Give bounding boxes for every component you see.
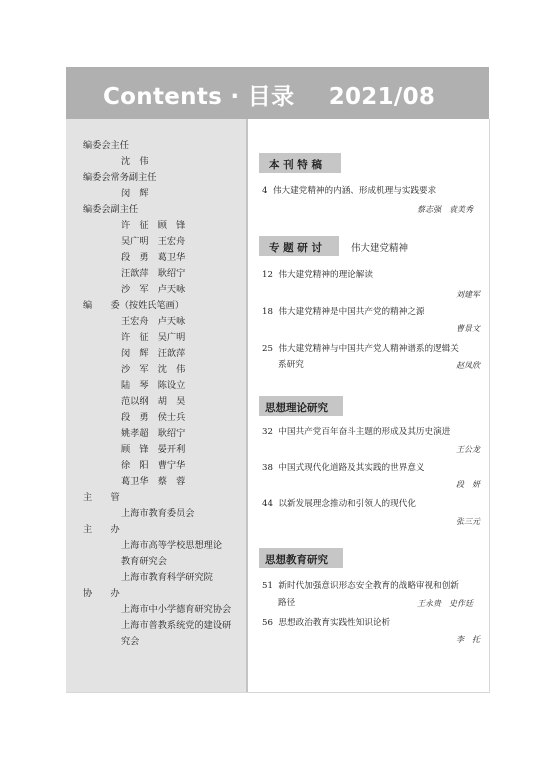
- article-page: 38: [262, 463, 273, 473]
- issue-number: 2021/08: [328, 84, 436, 110]
- deputy-names: 许 征 顾 锋: [121, 220, 186, 231]
- member-names: 葛卫华 蔡 蓉: [121, 476, 186, 487]
- section-header-feature: [259, 236, 339, 256]
- sponsor-name: 上海市教育委员会: [121, 508, 195, 519]
- director-label: 编委会主任: [83, 140, 129, 151]
- member-names: 王宏舟 卢天咏: [121, 316, 186, 327]
- page-border-bottom: [66, 692, 490, 693]
- article-entry[interactable]: [262, 345, 459, 354]
- article-author: 王永贵 史作廷: [417, 599, 473, 608]
- article-author: 王公龙: [456, 445, 480, 454]
- article-page: 32: [262, 427, 273, 437]
- article-page: 12: [262, 270, 273, 280]
- deputy-label: 编委会副主任: [83, 204, 139, 215]
- article-title: 中国共产党百年奋斗主题的形成及其历史演进: [278, 427, 451, 437]
- article-author: 赵凤欣: [456, 361, 480, 370]
- article-page: 44: [262, 499, 273, 509]
- member-names: 闵 辉 汪歆萍: [121, 348, 186, 359]
- member-names: 沙 军 沈 伟: [121, 364, 186, 375]
- member-names: 范以纲 胡 昊: [121, 396, 186, 407]
- article-entry[interactable]: [262, 271, 373, 280]
- article-title: 伟大建党精神与中国共产党人精神谱系的逻辑关: [278, 344, 459, 354]
- article-title: 中国式现代化道路及其实践的世界意义: [278, 463, 425, 473]
- article-title: 伟大建党精神的内涵、形成机理与实践要求: [272, 186, 437, 196]
- article-author: 李 托: [456, 635, 480, 644]
- article-title: 以新发展理念推动和引领人的现代化: [278, 499, 416, 509]
- member-names: 顾 锋 晏开利: [121, 444, 186, 455]
- deputy-names: 吴广明 王宏舟: [121, 236, 186, 247]
- article-entry[interactable]: [262, 187, 436, 196]
- article-title-continued: 路径: [278, 598, 296, 608]
- article-entry[interactable]: [262, 582, 459, 591]
- article-title: 新时代加强意识形态安全教育的战略审视和创新: [278, 581, 459, 591]
- section-subtitle: 伟大建党精神: [351, 243, 409, 254]
- section-title: 专 题 研 讨: [269, 242, 322, 254]
- article-author: 张三元: [456, 517, 480, 526]
- sponsor-label: 主 管: [83, 492, 120, 503]
- co-organizer-label: 协 办: [83, 588, 120, 599]
- article-author: 刘建军: [456, 290, 480, 299]
- section-title: 本 刊 特 稿: [269, 159, 322, 171]
- member-names: 段 勇 侯士兵: [121, 412, 186, 423]
- article-entry[interactable]: [262, 428, 450, 437]
- article-page: 56: [262, 618, 273, 628]
- member-names: 徐 阳 曹宁华: [121, 460, 186, 471]
- page-border-right: [489, 119, 490, 692]
- article-entry[interactable]: [262, 500, 416, 509]
- director-name: 沈 伟: [121, 156, 149, 167]
- deputy-names: 沙 军 卢天咏: [121, 284, 186, 295]
- exec-deputy-name: 闵 辉: [121, 188, 149, 199]
- column-divider: [246, 119, 248, 692]
- member-names: 许 征 吴广明: [121, 332, 186, 343]
- article-entry[interactable]: [262, 464, 425, 473]
- deputy-names: 段 勇 葛卫华: [121, 252, 186, 263]
- section-header-education: [259, 548, 343, 568]
- co-organizer-name: 上海市普教系统党的建设研: [121, 620, 232, 631]
- article-page: 51: [262, 581, 273, 591]
- organizer-label: 主 办: [83, 524, 120, 535]
- chinese-title: 目录: [247, 84, 295, 110]
- section-header-special: [259, 153, 341, 173]
- article-title: 伟大建党精神是中国共产党的精神之源: [278, 307, 425, 317]
- members-label: 编 委（按姓氏笔画）: [83, 300, 185, 311]
- co-organizer-name: 上海市中小学德育研究协会: [121, 604, 232, 615]
- contents-header: [103, 78, 435, 111]
- article-page: 4: [262, 186, 268, 196]
- section-title: 思想教育研究: [265, 554, 328, 566]
- article-author: 蔡志强 袁美秀: [417, 205, 473, 214]
- contents-title: Contents: [103, 84, 223, 110]
- deputy-names: 汪歆萍 耿绍宁: [121, 268, 186, 279]
- article-title-continued: 系研究: [278, 360, 304, 370]
- article-entry[interactable]: [262, 619, 390, 628]
- section-header-theory: [259, 396, 343, 416]
- member-names: 陆 琴 陈设立: [121, 380, 186, 391]
- co-organizer-name: 究会: [121, 636, 140, 647]
- section-title: 思想理论研究: [265, 402, 328, 414]
- title-separator: ·: [230, 84, 240, 110]
- article-page: 25: [262, 344, 273, 354]
- organizer-name: 上海市教育科学研究院: [121, 572, 213, 583]
- organizer-name: 教育研究会: [121, 556, 167, 567]
- exec-deputy-label: 编委会常务副主任: [83, 172, 157, 183]
- article-title: 思想政治教育实践性知识论析: [278, 618, 391, 628]
- article-page: 18: [262, 307, 273, 317]
- article-author: 段 妍: [456, 480, 480, 489]
- article-title: 伟大建党精神的理论解读: [278, 270, 373, 280]
- article-author: 曹景文: [456, 324, 480, 333]
- organizer-name: 上海市高等学校思想理论: [121, 540, 223, 551]
- article-entry[interactable]: [262, 308, 425, 317]
- member-names: 姚孝超 耿绍宁: [121, 428, 186, 439]
